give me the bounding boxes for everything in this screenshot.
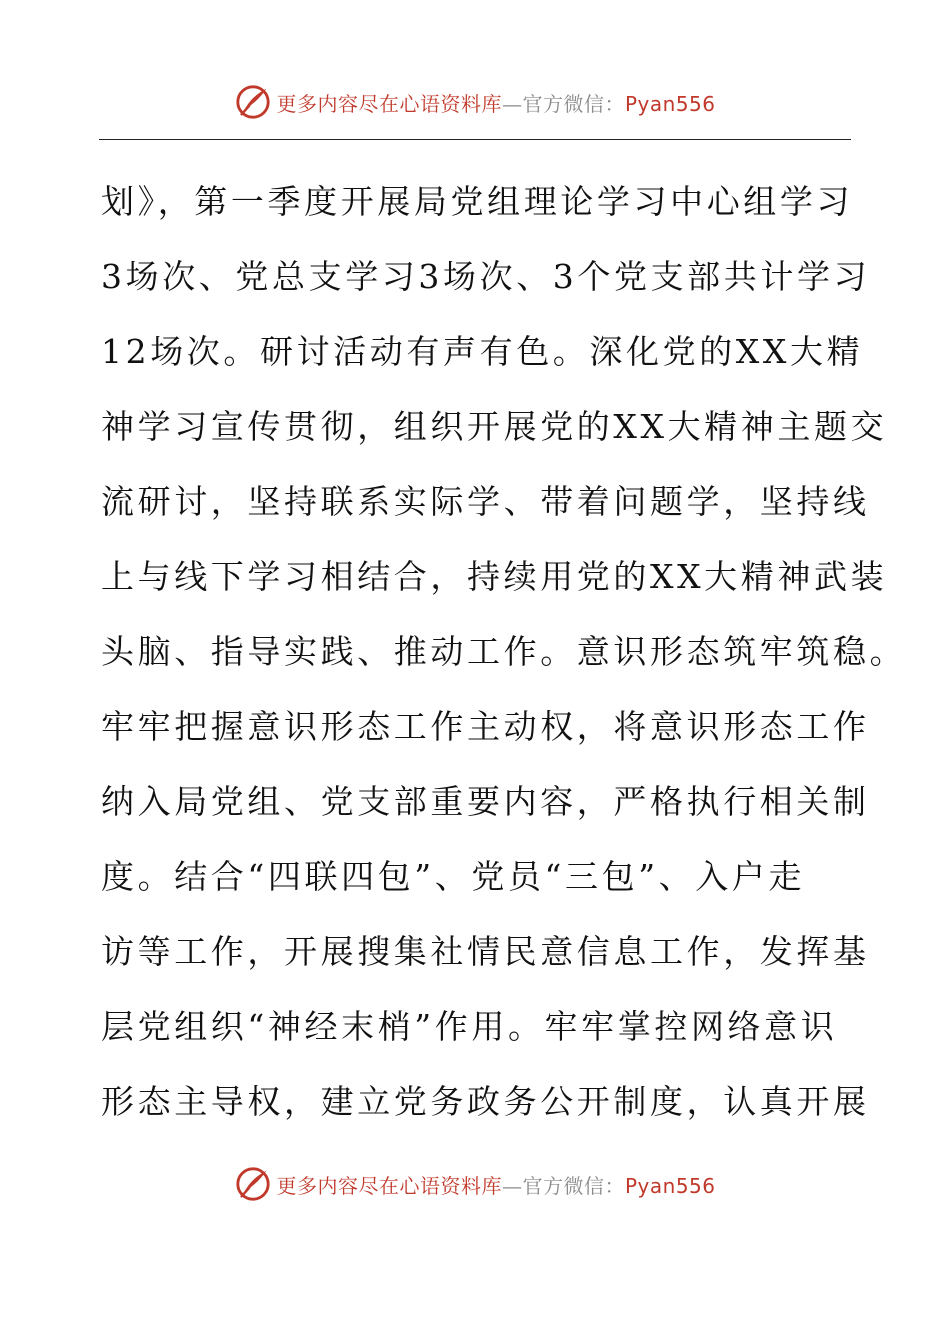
body-line: 划》，第一季度开展局党组理论学习中心组学习: [101, 182, 854, 221]
body-line: 12场次。研讨活动有声有色。深化党的XX大精: [101, 332, 864, 371]
body-line: 访等工作，开展搜集社情民意信息工作，发挥基: [101, 932, 870, 971]
header-banner-wechat-id: Pyan556: [624, 91, 716, 116]
quill-logo-icon: [234, 1165, 272, 1203]
body-line: 上与线下学习相结合，持续用党的XX大精神武装: [101, 557, 888, 596]
body-line: 形态主导权，建立党务政务公开制度，认真开展: [101, 1082, 870, 1121]
header-divider: [99, 139, 851, 140]
body-line: 牢牢把握意识形态工作主动权，将意识形态工作: [101, 707, 870, 746]
body-line: 头脑、指导实践、推动工作。意识形态筑牢筑稳。: [101, 632, 907, 671]
body-line: 3场次、党总支学习3场次、3个党支部共计学习: [101, 257, 871, 296]
footer-banner-label: —官方微信：: [501, 1173, 625, 1198]
body-line: 度。结合“四联四包”、党员“三包”、入户走: [101, 857, 806, 896]
header-banner-text: [276, 88, 715, 117]
quill-logo-icon: [234, 83, 272, 121]
footer-banner-text: [276, 1170, 715, 1199]
footer-banner: [0, 1162, 950, 1206]
body-line: 纳入局党组、党支部重要内容，严格执行相关制: [101, 782, 870, 821]
header-banner: [0, 80, 950, 124]
body-line: 层党组织“神经末梢”作用。牢牢掌控网络意识: [101, 1007, 838, 1046]
document-body: [101, 164, 907, 1139]
header-banner-title: 更多内容尽在心语资料库: [276, 91, 502, 116]
footer-banner-title: 更多内容尽在心语资料库: [276, 1173, 502, 1198]
footer-banner-wechat-id: Pyan556: [624, 1173, 716, 1198]
header-banner-label: —官方微信：: [501, 91, 625, 116]
body-line: 流研讨，坚持联系实际学、带着问题学，坚持线: [101, 482, 870, 521]
body-line: 神学习宣传贯彻，组织开展党的XX大精神主题交: [101, 407, 888, 446]
